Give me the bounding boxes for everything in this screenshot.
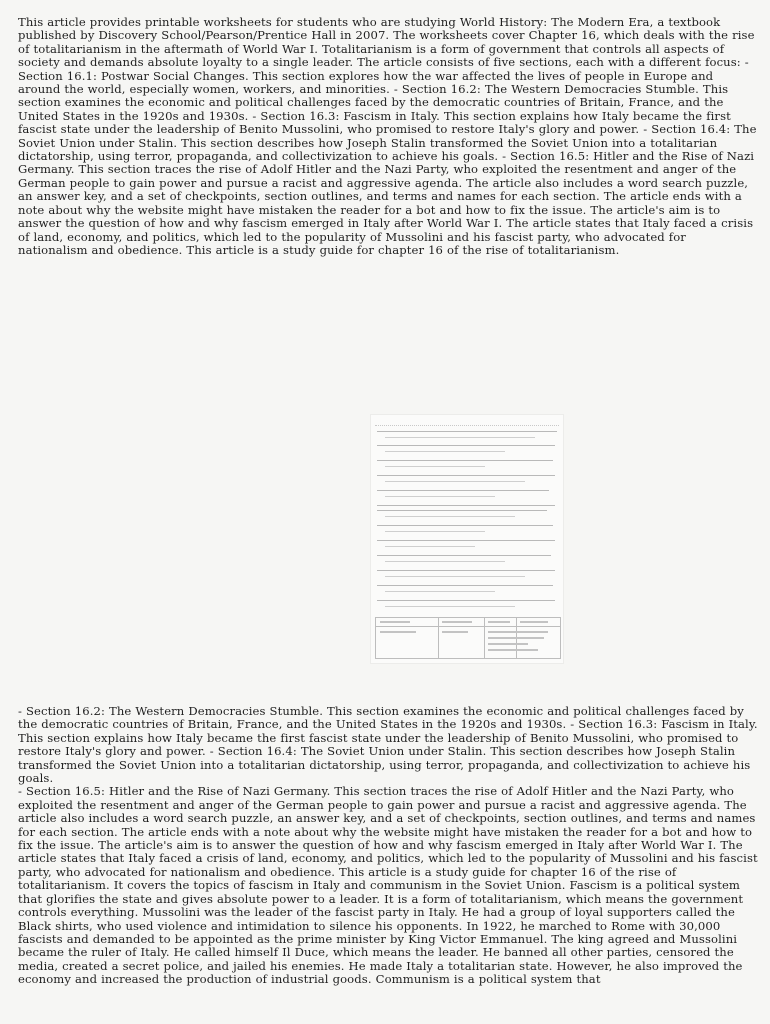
worksheet-line: [385, 481, 525, 482]
worksheet-line: [385, 451, 505, 452]
worksheet-line: [377, 585, 553, 586]
worksheet-line: [377, 570, 555, 571]
worksheet-table-text: [380, 631, 416, 633]
worksheet-table-text: [442, 621, 472, 623]
worksheet-line: [377, 431, 557, 432]
worksheet-line: [377, 505, 555, 506]
worksheet-table: [375, 617, 561, 659]
worksheet-line: [385, 591, 495, 592]
worksheet-line: [377, 600, 555, 601]
worksheet-table-text: [488, 631, 548, 633]
worksheet-line: [385, 437, 535, 438]
worksheet-scan-image: [370, 414, 564, 664]
worksheet-line: [377, 475, 555, 476]
worksheet-line: [377, 555, 551, 556]
worksheet-table-text: [488, 643, 528, 645]
worksheet-line: [385, 606, 515, 607]
worksheet-table-rule: [484, 618, 485, 658]
worksheet-table-text: [488, 637, 544, 639]
worksheet-line: [377, 510, 547, 511]
article-paragraph-bottom-1: - Section 16.2: The Western Democracies Stumble. This section examines the economic and political challenges faced by the democratic countries of Britain, France, and the United States in the 1920s and 1930s. - Section 16.3: Fascism in Italy.: [18, 704, 758, 732]
article-paragraph-top: This article provides printable worksheets for students who are studying World History: The Modern Era, a textbook published by Discovery School/Pearson/Prentice Hall in 2007. The worksheets cover Chapter 16, which deals with the rise of totalitarianism in the aftermath of World War I. Totalitarianism is a form of government that controls all aspects of society and demands absolute loyalty to a single leader. The article consists of five sections, each with a different focus: - Section 16.1: Postwar Social Changes. This section explores how the war affected the lives of people in Europe and around the world, especially women, workers, and minorities. - Section 16.2: The Western Democracies Stumble. This section examines the economic and political challenges faced by the democratic countries of Britain, France, and the United States in the 1920s and 1930s. - Section 16.3: Fascism in Italy. This section explains how Italy became the first fascist state under the leadership of Benito Mussolini, who promised to restore Italy's glory and power. - Section 16.4: The Soviet Union under Stalin. This section describes how Joseph Stalin transformed the Soviet Union into a totalitarian dictatorship, using terror, propaganda, and collectivization to achieve his goals. - Section 16.5: Hitler and the Rise of Nazi Germany. This section traces the rise of Adolf Hitler and the Nazi Party, who exploited the resentment and anger of the German people to gain power and pursue a racist and aggressive agenda. The article also includes a word search puzzle, an answer key, and a set of checkpoints, section outlines, and terms and names for each section. The article ends with a note about why the website might have mistaken the reader for a bot and how to fix the issue. The article's aim is to answer the question of how and why fascism emerged in Italy after World War I. The article states that Italy faced a crisis of land, economy, and politics, which led to the popularity of Mussolini and his fascist party, who advocated for nationalism and obedience. This article is a study guide for chapter 16 of the rise of totalitarianism.: [18, 15, 757, 257]
worksheet-table-text: [520, 621, 548, 623]
worksheet-line: [377, 525, 553, 526]
worksheet-table-rule: [376, 626, 560, 627]
worksheet-table-rule: [438, 618, 439, 658]
worksheet-line: [385, 531, 485, 532]
worksheet-line: [377, 490, 549, 491]
worksheet-header: [375, 419, 559, 426]
worksheet-line: [377, 540, 555, 541]
article-paragraph-bottom-2: This section explains how Italy became the first fascist state under the leadership of Benito Mussolini, who promised to restore Italy's glory and power. - Section 16.4: The Soviet Union under Stalin. This section describes how Joseph Stalin transformed the Soviet Union into a totalitarian dictatorship, using terror, propaganda, and collectivization to achieve his goals.: [18, 730, 751, 786]
worksheet-line: [377, 460, 553, 461]
worksheet-table-text: [442, 631, 468, 633]
worksheet-table-text: [380, 621, 410, 623]
worksheet-line: [385, 516, 515, 517]
worksheet-table-text: [488, 621, 510, 623]
worksheet-line: [377, 445, 555, 446]
worksheet-line: [385, 496, 495, 497]
worksheet-line: [385, 546, 475, 547]
article-paragraph-bottom: [18, 705, 758, 987]
article-paragraph-bottom-3: - Section 16.5: Hitler and the Rise of Nazi Germany. This section traces the rise of Adolf Hitler and the Nazi Party, who exploited the resentment and anger of the German people to gain power and pursue a racist and aggressive agenda. The article also includes a word search puzzle, an answer key, and a set of checkpoints, section outlines, and terms and names for each section. The article ends with a note about why the website might have mistaken the reader for a bot and how to fix the issue. The article's aim is to answer the question of how and why fascism emerged in Italy after World War I. The article states that Italy faced a crisis of land, economy, and politics, which led to the popularity of Mussolini and his fascist party, who advocated for nationalism and obedience. This article is a study guide for chapter 16 of the rise of totalitarianism. It covers the topics of fascism in Italy and communism in the Soviet Union. Fascism is a political system that glorifies the state and gives absolute power to a leader. It is a form of totalitarianism, which means the government controls everything. Mussolini was the leader of the fascist party in Italy. He had a group of loyal supporters called the Black shirts, who used violence and intimidation to silence his opponents. In 1922, he marched to Rome with 30,000 fascists and demanded to be appointed as the prime minister by King Victor Emmanuel. The king agreed and Mussolini became the ruler of Italy. He called himself Il Duce, which means the leader. He banned all other parties, censored the media, created a secret police, and jailed his enemies. He made Italy a totalitarian state. However, he also improved the economy and increased the production of industrial goods. Communism is a political system that: [18, 784, 758, 987]
worksheet-line: [385, 561, 505, 562]
worksheet-line: [385, 576, 525, 577]
worksheet-table-text: [488, 649, 538, 651]
worksheet-line: [385, 466, 485, 467]
